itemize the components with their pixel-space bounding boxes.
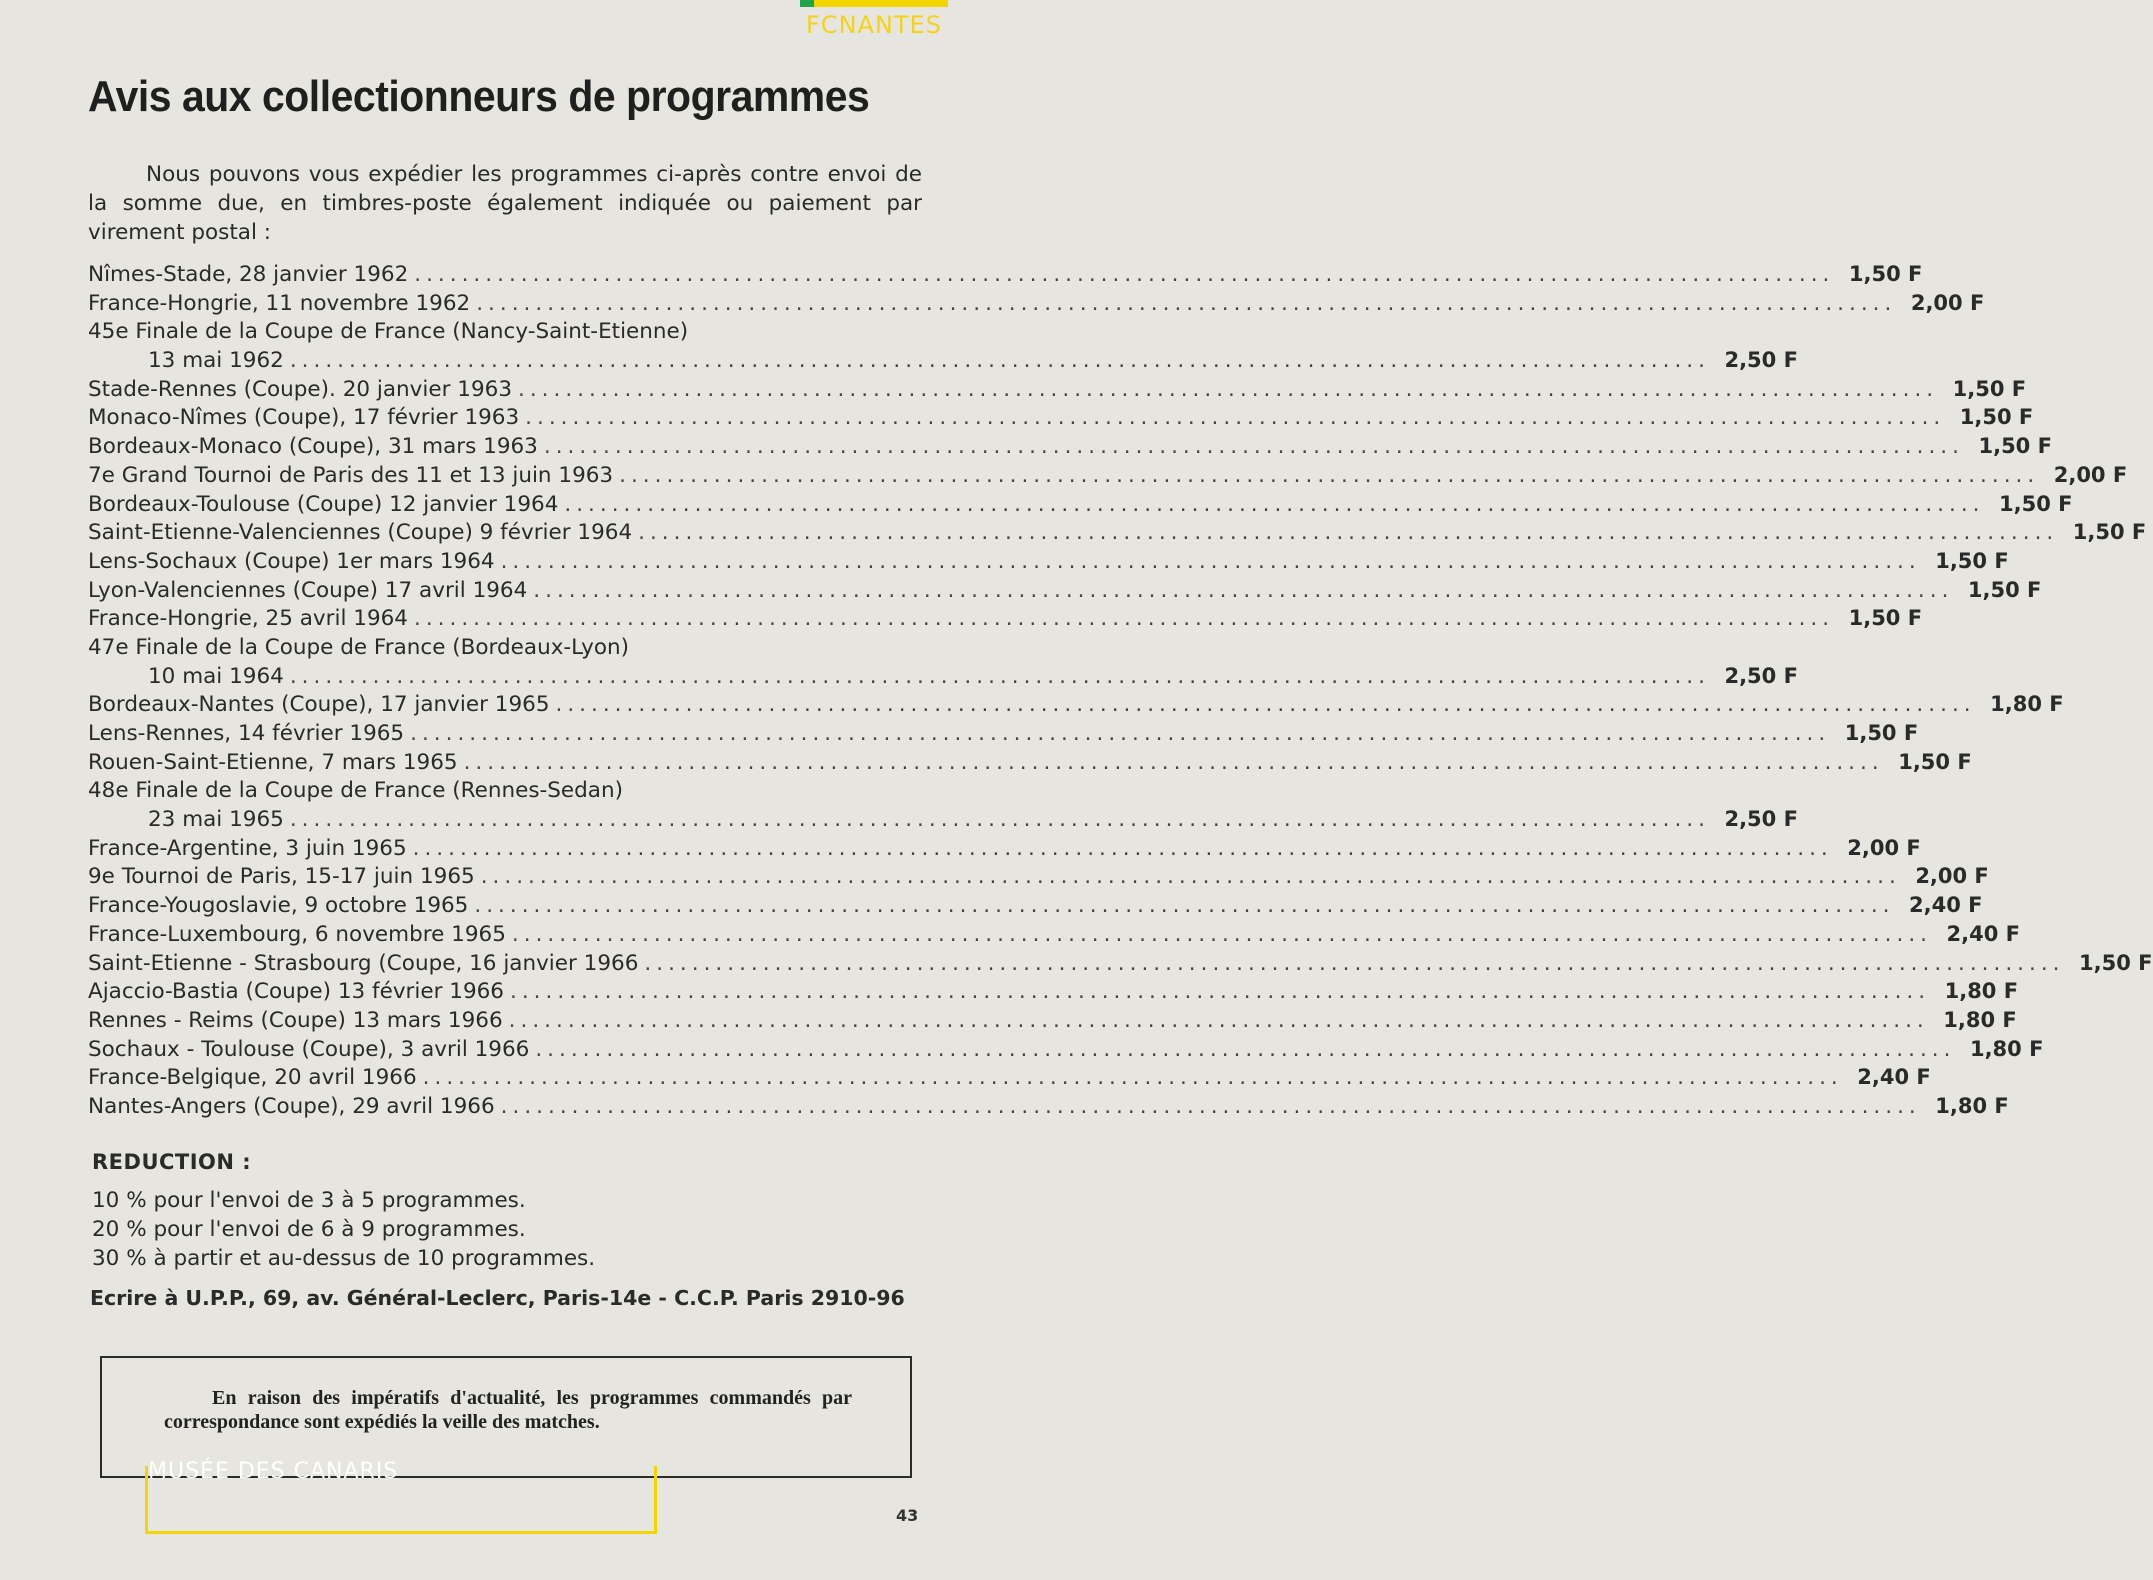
programme-list xyxy=(88,262,2153,1123)
leader-dots: ........................................................................................................................ xyxy=(535,1036,1956,1062)
watermark-bottom-text: MUSÉE DES CANARIS xyxy=(148,1459,399,1484)
leader-dots: ........................................................................................................................ xyxy=(412,835,1833,861)
programme-price: 2,00 F xyxy=(1910,290,1985,315)
programme-label: Lens-Rennes, 14 février 1965 xyxy=(88,721,405,746)
programme-label: Saint-Etienne-Valenciennes (Coupe) 9 février 1964 xyxy=(88,520,633,546)
programme-label: Ajaccio-Bastia (Coupe) 13 février 1966 xyxy=(88,979,504,1005)
programme-label: 48e Finale de la Coupe de France (Rennes-Sedan) xyxy=(88,778,624,804)
leader-dots: ........................................................................................................................ xyxy=(410,721,1831,746)
programme-price: 1,50 F xyxy=(1978,434,2052,459)
programme-row xyxy=(88,749,1972,779)
programme-price: 1,50 F xyxy=(1959,405,2034,430)
programme-row xyxy=(88,319,924,348)
programme-row xyxy=(88,921,2021,951)
programme-label: Rennes - Reims (Coupe) 13 mars 1966 xyxy=(88,1007,503,1033)
programme-row xyxy=(88,462,2128,492)
programme-label: France-Luxembourg, 6 novembre 1965 xyxy=(88,921,506,947)
programme-price: 1,80 F xyxy=(1969,1036,2044,1061)
programme-label: 45e Finale de la Coupe de France (Nancy-Saint-Etienne) xyxy=(88,319,689,345)
programme-price: 2,50 F xyxy=(1724,807,1798,832)
leader-dots: ........................................................................................................................ xyxy=(644,950,2065,976)
programme-label: Stade-Rennes (Coupe). 20 janvier 1963 xyxy=(88,376,512,402)
programme-row xyxy=(88,778,924,807)
programme-price: 2,00 F xyxy=(1847,835,1921,860)
programme-price: 1,50 F xyxy=(2072,520,2147,545)
leader-dots: ........................................................................................................................ xyxy=(413,606,1835,632)
reduction-section xyxy=(92,1150,852,1275)
leader-dots: ........................................................................................................................ xyxy=(289,663,1710,689)
reduction-item: 10 % pour l'envoi de 3 à 5 programmes. xyxy=(92,1188,526,1213)
order-address: Ecrire à U.P.P., 69, av. Général-Leclerc, Paris-14e - C.C.P. Paris 2910-96 xyxy=(90,1286,905,1310)
reduction-item: 30 % à partir et au-dessus de 10 programmes. xyxy=(92,1246,596,1271)
leader-dots: ........................................................................................................................ xyxy=(555,692,1976,718)
leader-dots: ........................................................................................................................ xyxy=(509,979,1931,1005)
programme-label: 23 mai 1965 xyxy=(148,807,284,833)
leader-dots: ........................................................................................................................ xyxy=(619,462,2040,488)
leader-dots: ........................................................................................................................ xyxy=(564,491,1985,517)
programme-label: France-Belgique, 20 avril 1966 xyxy=(88,1065,417,1091)
reduction-title: REDUCTION : xyxy=(92,1150,252,1174)
programme-row xyxy=(88,290,1985,320)
watermark-bar xyxy=(800,0,948,7)
leader-dots: ........................................................................................................................ xyxy=(508,1007,1929,1033)
watermark-top-text: FCNANTES xyxy=(806,11,942,39)
programme-price: 2,40 F xyxy=(1909,893,1983,918)
programme-price: 1,50 F xyxy=(1935,548,2009,573)
programme-row xyxy=(88,348,1798,377)
leader-dots: ........................................................................................................................ xyxy=(476,290,1897,316)
intro-paragraph xyxy=(88,160,922,247)
programme-row xyxy=(88,721,1919,750)
leader-dots: ........................................................................................................................ xyxy=(533,577,1954,603)
notice-text: En raison des impératifs d'actualité, les programmes commandés par correspondance sont expédiés la veille des matches. xyxy=(164,1387,852,1433)
programme-label: 10 mai 1964 xyxy=(148,663,284,689)
programme-row xyxy=(88,548,2009,578)
programme-label: Rouen-Saint-Etienne, 7 mars 1965 xyxy=(88,749,458,775)
programme-row xyxy=(88,491,2073,521)
programme-label: France-Argentine, 3 juin 1965 xyxy=(88,835,407,861)
fcnantes-watermark xyxy=(800,0,948,39)
programme-label: 13 mai 1962 xyxy=(148,348,284,374)
programme-row xyxy=(88,692,2064,721)
programme-row xyxy=(88,1093,2009,1123)
leader-dots: ........................................................................................................................ xyxy=(289,348,1710,374)
programme-row xyxy=(88,577,2042,607)
programme-label: Nantes-Angers (Coupe), 29 avril 1966 xyxy=(88,1093,495,1119)
programme-label: Bordeaux-Monaco (Coupe), 31 mars 1963 xyxy=(88,434,538,460)
programme-price: 2,00 F xyxy=(1915,864,1989,889)
leader-dots: ........................................................................................................................ xyxy=(638,520,2059,546)
leader-dots: ........................................................................................................................ xyxy=(543,434,1964,460)
programme-price: 1,50 F xyxy=(1898,749,1972,774)
programme-price: 2,40 F xyxy=(1857,1065,1931,1090)
programme-price: 1,50 F xyxy=(2079,950,2153,975)
leader-dots: ........................................................................................................................ xyxy=(518,376,1939,402)
programme-row xyxy=(88,262,1923,291)
leader-dots: ........................................................................................................................ xyxy=(511,921,1933,947)
programme-price: 2,50 F xyxy=(1724,663,1798,688)
leader-dots: ........................................................................................................................ xyxy=(500,548,1921,574)
reduction-item: 20 % pour l'envoi de 6 à 9 programmes. xyxy=(92,1217,526,1242)
programme-label: Lyon-Valenciennes (Coupe) 17 avril 1964 xyxy=(88,577,528,603)
programme-label: France-Hongrie, 25 avril 1964 xyxy=(88,606,408,632)
programme-row xyxy=(88,1065,1931,1094)
programme-row xyxy=(88,893,1983,922)
programme-label: Monaco-Nîmes (Coupe), 17 février 1963 xyxy=(88,405,520,431)
programme-price: 1,50 F xyxy=(1967,577,2042,602)
programme-row xyxy=(88,1007,2017,1037)
leader-dots: ........................................................................................................................ xyxy=(422,1065,1843,1091)
programme-row xyxy=(88,864,1989,893)
programme-row xyxy=(88,1036,2044,1066)
programme-row xyxy=(88,663,1798,693)
leader-dots: ........................................................................................................................ xyxy=(474,893,1895,919)
programme-label: Lens-Sochaux (Coupe) 1er mars 1964 xyxy=(88,548,495,574)
programme-price: 1,50 F xyxy=(1848,262,1923,286)
programme-row xyxy=(88,376,2027,406)
programme-price: 1,50 F xyxy=(1848,606,1923,631)
programme-label: 9e Tournoi de Paris, 15-17 juin 1965 xyxy=(88,864,475,890)
programme-price: 1,50 F xyxy=(1844,721,1919,745)
programme-row xyxy=(88,405,2034,434)
programme-label: Bordeaux-Toulouse (Coupe) 12 janvier 1964 xyxy=(88,491,559,517)
page-title: Avis aux collectionneurs de programmes xyxy=(88,72,870,121)
programme-price: 1,80 F xyxy=(1944,979,2019,1004)
programme-row xyxy=(88,635,924,664)
intro-text: Nous pouvons vous expédier les programmes ci-après contre envoi de la somme due, en timbres-poste également indiquée ou paiement par virement postal : xyxy=(88,162,922,245)
programme-price: 2,00 F xyxy=(2053,462,2128,487)
programme-price: 1,80 F xyxy=(1935,1093,2009,1118)
programme-label: 7e Grand Tournoi de Paris des 11 et 13 juin 1963 xyxy=(88,462,614,488)
programme-price: 1,50 F xyxy=(1952,376,2027,401)
programme-label: 47e Finale de la Coupe de France (Bordeaux-Lyon) xyxy=(88,634,630,660)
programme-label: Saint-Etienne - Strasbourg (Coupe, 16 janvier 1966 xyxy=(88,950,639,976)
programme-price: 2,40 F xyxy=(1946,921,2021,946)
programme-row xyxy=(88,835,1921,865)
programme-price: 1,80 F xyxy=(1990,692,2064,717)
leader-dots: ........................................................................................................................ xyxy=(289,807,1710,833)
programme-label: France-Yougoslavie, 9 octobre 1965 xyxy=(88,893,469,919)
programme-price: 1,80 F xyxy=(1943,1007,2017,1032)
musee-watermark-frame xyxy=(145,1459,657,1534)
watermark-green-mark xyxy=(800,0,814,7)
programme-label: Sochaux - Toulouse (Coupe), 3 avril 1966 xyxy=(88,1036,530,1062)
programme-label: Nîmes-Stade, 28 janvier 1962 xyxy=(88,262,409,287)
leader-dots: ........................................................................................................................ xyxy=(463,749,1884,775)
programme-row xyxy=(88,520,2147,549)
leader-dots: ........................................................................................................................ xyxy=(414,262,1835,287)
programme-price: 1,50 F xyxy=(1999,491,2073,516)
programme-row xyxy=(88,950,2153,980)
leader-dots: ........................................................................................................................ xyxy=(500,1093,1921,1119)
programme-row xyxy=(88,606,1923,635)
page-number: 43 xyxy=(896,1506,919,1525)
programme-label: France-Hongrie, 11 novembre 1962 xyxy=(88,290,471,316)
programme-label: Bordeaux-Nantes (Coupe), 17 janvier 1965 xyxy=(88,692,550,718)
programme-row xyxy=(88,979,2019,1008)
programme-price: 2,50 F xyxy=(1724,348,1798,373)
programme-row xyxy=(88,807,1798,836)
programme-row xyxy=(88,434,2052,463)
leader-dots: ........................................................................................................................ xyxy=(480,864,1901,890)
leader-dots: ........................................................................................................................ xyxy=(525,405,1946,431)
